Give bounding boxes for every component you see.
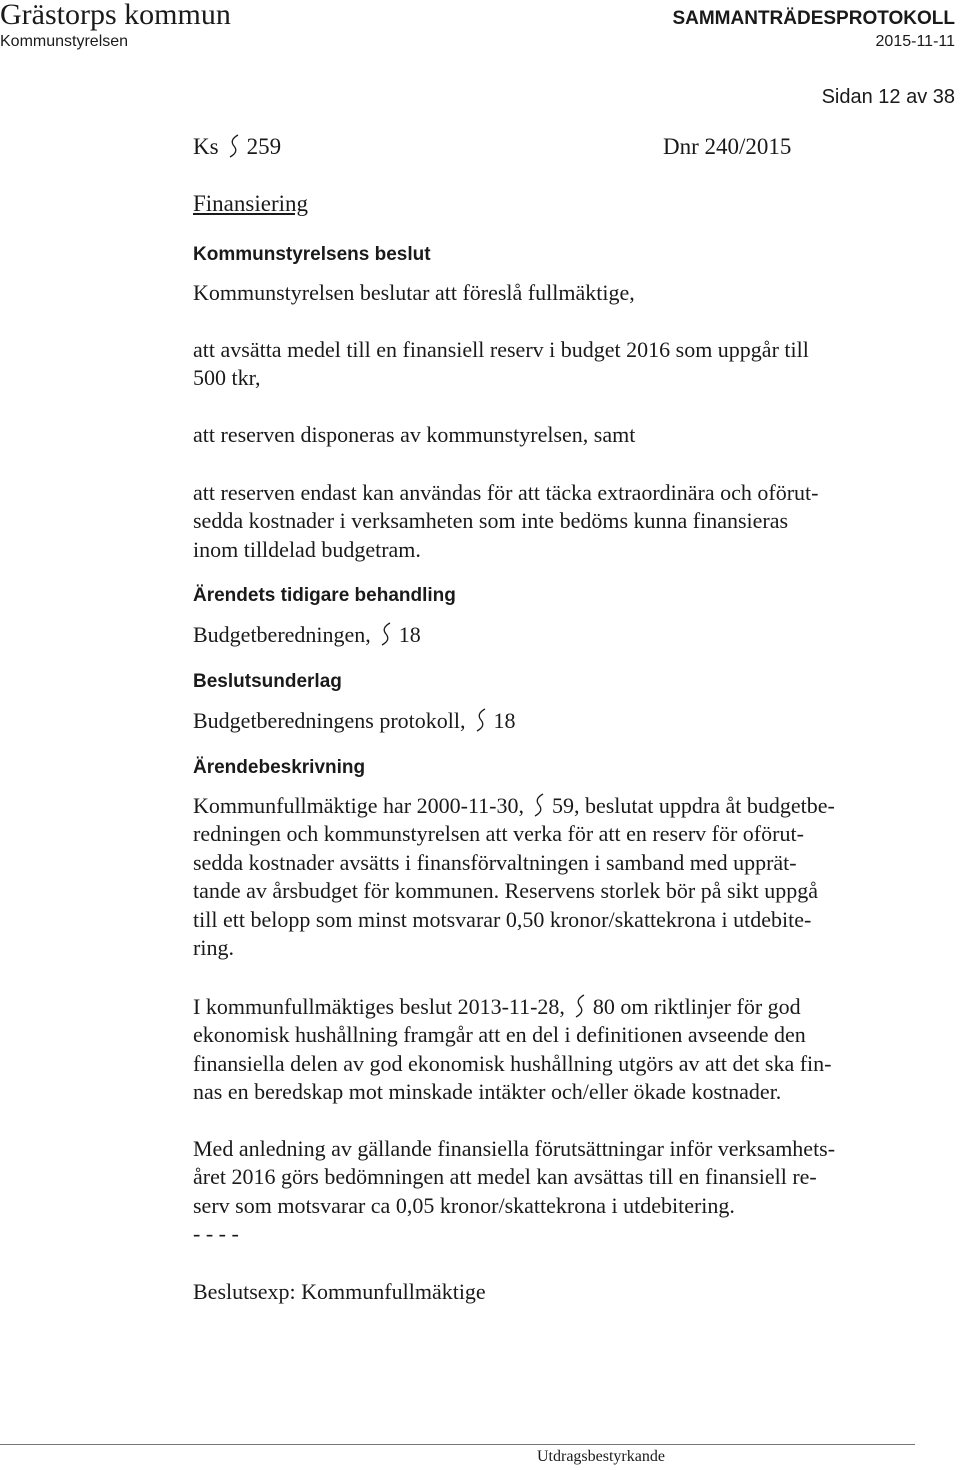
history-heading: Ärendets tidigare behandling bbox=[193, 585, 456, 606]
decision-heading: Kommunstyrelsens beslut bbox=[193, 244, 431, 265]
section-sign-icon bbox=[571, 994, 589, 1018]
document-type: SAMMANTRÄDESPROTOKOLL bbox=[672, 8, 955, 29]
text-line: 500 tkr, bbox=[193, 365, 261, 391]
section-sign-icon bbox=[530, 793, 548, 817]
section-reference bbox=[193, 134, 281, 160]
text-line bbox=[193, 792, 835, 820]
description-paragraph-2 bbox=[193, 993, 831, 1107]
text-fragment: 80 om riktlinjer för god bbox=[592, 994, 801, 1019]
municipality-name: Grästorps kommun bbox=[0, 0, 231, 31]
document-date: 2015-11-11 bbox=[875, 33, 955, 50]
section-sign-icon bbox=[377, 622, 395, 646]
section-sign-icon bbox=[472, 708, 490, 732]
text-line: sedda kostnader avsätts i finansförvaltningen i samband med upprät- bbox=[193, 849, 797, 875]
footer-divider bbox=[0, 1444, 915, 1445]
text-line: att avsätta medel till en finansiell reserv i budget 2016 som uppgår till bbox=[193, 337, 809, 362]
text-fragment: 59, beslutat uppdra åt budgetbe- bbox=[551, 793, 835, 818]
text-line: inom tilldelad budgetram. bbox=[193, 536, 421, 562]
description-heading: Ärendebeskrivning bbox=[193, 757, 366, 778]
page-number: Sidan 12 av 38 bbox=[821, 86, 955, 108]
text-fragment: I kommunfullmäktiges beslut 2013-11-28, bbox=[193, 994, 565, 1019]
text-line: ring. bbox=[193, 935, 234, 961]
text-line: Med anledning av gällande finansiella förutsättningar inför verksamhets- bbox=[193, 1136, 836, 1161]
text-line: finansiella delen av god ekonomisk hushållning utgörs av att det ska fin- bbox=[193, 1050, 832, 1076]
text-line: nas en beredskap mot minskade intäkter och/eller ökade kostnader. bbox=[193, 1079, 782, 1105]
decision-point-2 bbox=[193, 421, 635, 449]
description-paragraph-3 bbox=[193, 1135, 835, 1249]
decision-point-1 bbox=[193, 336, 809, 393]
separator: - - - - bbox=[193, 1221, 239, 1247]
diary-number: Dnr 240/2015 bbox=[663, 134, 792, 159]
description-paragraph-1 bbox=[193, 792, 835, 962]
basis-text bbox=[193, 707, 516, 735]
history-section-number: 18 bbox=[398, 622, 421, 647]
subject-title: Finansiering bbox=[193, 191, 308, 216]
text-fragment: Kommunfullmäktige har 2000-11-30, bbox=[193, 793, 524, 818]
text-line: till ett belopp som minst motsvarar 0,50 kronor/skattekrona i utdebite- bbox=[193, 906, 812, 932]
section-prefix: Ks bbox=[193, 134, 219, 159]
history-text-prefix: Budgetberedningen, bbox=[193, 622, 371, 647]
text-line: sedda kostnader i verksamheten som inte bedöms kunna finansieras bbox=[193, 508, 789, 534]
footer-label: Utdragsbestyrkande bbox=[537, 1448, 665, 1465]
basis-heading: Beslutsunderlag bbox=[193, 671, 342, 692]
text-line: att reserven disponeras av kommunstyrelsen, samt bbox=[193, 422, 636, 447]
basis-text-prefix: Budgetberedningens protokoll, bbox=[193, 708, 466, 733]
department-name: Kommunstyrelsen bbox=[0, 33, 129, 50]
basis-section-number: 18 bbox=[493, 708, 516, 733]
text-line: ekonomisk hushållning framgår att en del i definitionen avseende den bbox=[193, 1022, 806, 1048]
text-line bbox=[193, 993, 831, 1021]
dispatch-line: Beslutsexp: Kommunfullmäktige bbox=[193, 1279, 486, 1304]
text-line: redningen och kommunstyrelsen att verka för att en reserv för oförut- bbox=[193, 821, 804, 847]
section-number: 259 bbox=[246, 134, 282, 159]
history-text bbox=[193, 621, 421, 649]
text-line: året 2016 görs bedömningen att medel kan avsättas till en finansiell re- bbox=[193, 1164, 817, 1190]
decision-intro: Kommunstyrelsen beslutar att föreslå fullmäktige, bbox=[193, 280, 635, 305]
section-sign-icon bbox=[225, 134, 243, 158]
text-line: tande av årsbudget för kommunen. Reservens storlek bör på sikt uppgå bbox=[193, 878, 819, 904]
text-line: att reserven endast kan användas för att täcka extraordinära och oförut- bbox=[193, 480, 819, 505]
text-line: serv som motsvarar ca 0,05 kronor/skattekrona i utdebitering. bbox=[193, 1192, 735, 1218]
decision-point-3 bbox=[193, 479, 819, 564]
